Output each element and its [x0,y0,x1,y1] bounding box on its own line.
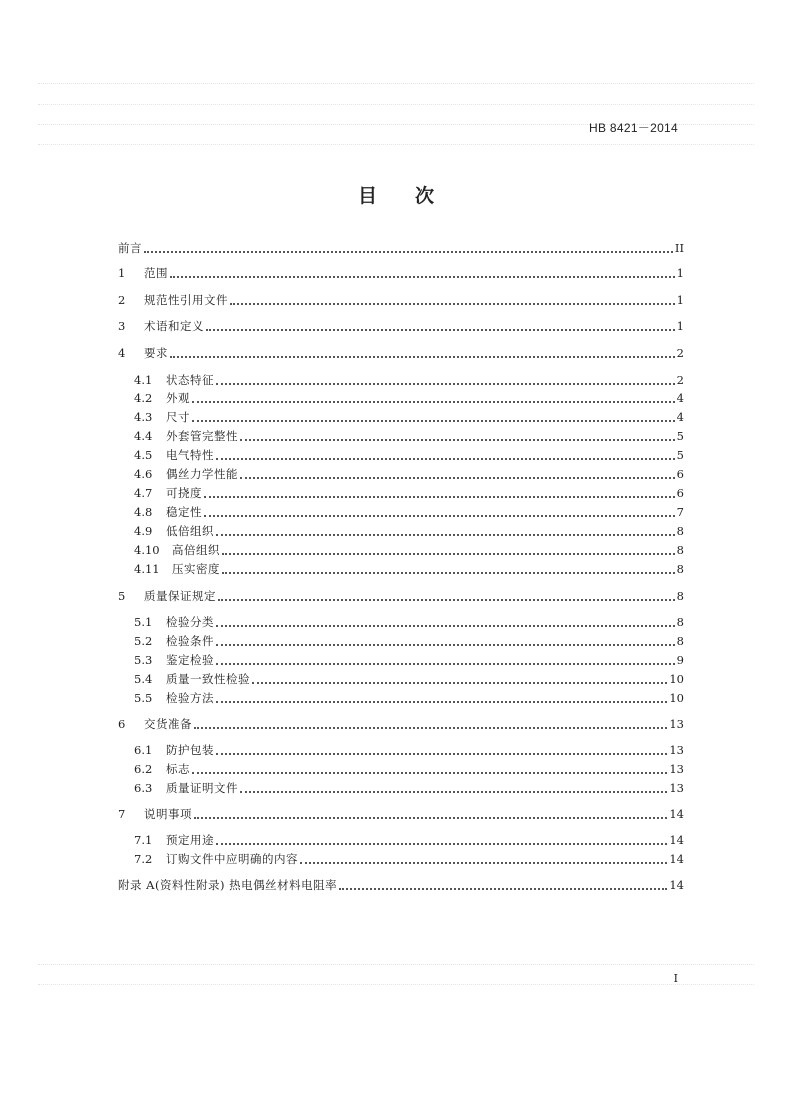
toc-entry-number: 4 [118,346,126,360]
toc-entry-number: 5.3 [134,653,153,667]
toc-entry-page: 13 [669,717,684,731]
toc-entry-number: 5.1 [134,615,153,629]
toc-entry[interactable] [118,587,684,605]
toc-entry-number: 5.2 [134,634,153,648]
scan-line [38,144,754,146]
toc-leader-dots [339,887,667,890]
toc-entry-label: 低倍组织 [166,524,214,538]
toc-entry[interactable] [118,264,684,282]
toc-entry[interactable] [118,344,684,362]
toc-entry-number: 5.5 [134,691,153,705]
toc-entry-page: 14 [669,878,684,892]
toc-entry-page: 8 [676,524,684,538]
toc-leader-dots [204,495,675,498]
scan-line [38,984,754,986]
toc-entry[interactable] [118,503,684,521]
page-number: I [673,972,678,985]
toc-entry-page: 8 [676,543,684,557]
toc-entry-page: 2 [676,373,684,387]
toc-entry-number: 4.2 [134,391,153,405]
toc-entry-page: 1 [676,266,684,280]
toc-leader-dots [216,752,667,755]
toc-entry[interactable] [118,651,684,669]
toc-entry[interactable] [118,427,684,445]
toc-entry-page: 1 [676,319,684,333]
toc-entry-number: 4.7 [134,486,153,500]
toc-entry-page: 8 [676,562,684,576]
toc-entry-number: 4.10 [134,543,160,557]
toc-entry[interactable] [118,389,684,407]
toc-entry-number: 7 [118,807,126,821]
toc-entry[interactable] [118,465,684,483]
toc-entry-label: 前言 [118,241,142,255]
toc-leader-dots [144,250,673,253]
toc-entry[interactable] [118,239,684,257]
toc-entry-page: 8 [676,634,684,648]
toc-entry-number: 6.2 [134,762,153,776]
toc-leader-dots [216,382,675,385]
toc-entry[interactable] [118,632,684,650]
toc-entry-label: 高倍组织 [172,543,220,557]
toc-entry-label: 规范性引用文件 [144,293,228,307]
toc-entry-label: 检验条件 [166,634,214,648]
toc-entry-number: 4.5 [134,448,153,462]
toc-entry-page: 4 [676,391,684,405]
toc-entry[interactable] [118,760,684,778]
toc-entry-page: 8 [676,615,684,629]
toc-entry-label: 术语和定义 [144,319,204,333]
toc-entry-number: 4.1 [134,373,153,387]
toc-entry-number: 4.3 [134,410,153,424]
scan-line [38,104,754,106]
toc-leader-dots [240,476,675,479]
toc-leader-dots [206,328,675,331]
toc-entry-label: 检验分类 [166,615,214,629]
toc-leader-dots [222,571,675,574]
toc-entry-number: 2 [118,293,126,307]
toc-leader-dots [194,726,667,729]
toc-entry[interactable] [118,613,684,631]
toc-entry-label: 外套管完整性 [166,429,238,443]
toc-entry[interactable] [118,779,684,797]
toc-leader-dots [300,861,667,864]
toc-entry[interactable] [118,317,684,335]
toc-leader-dots [204,514,675,517]
toc-entry[interactable] [118,876,684,894]
toc-entry-label: 标志 [166,762,190,776]
toc-entry-number: 6.3 [134,781,153,795]
toc-entry-page: 4 [676,410,684,424]
toc-leader-dots [216,643,675,646]
toc-entry[interactable] [118,446,684,464]
toc-entry-label: 状态特征 [166,373,214,387]
toc-leader-dots [170,275,675,278]
toc-entry-page: 2 [676,346,684,360]
toc-entry-label: 检验方法 [166,691,214,705]
toc-entry[interactable] [118,522,684,540]
toc-leader-dots [240,790,667,793]
toc-entry-page: 14 [669,833,684,847]
toc-entry-label: 偶丝力学性能 [166,467,238,481]
toc-entry-number: 5.4 [134,672,153,686]
toc-entry-label: 压实密度 [172,562,220,576]
toc-entry[interactable] [118,805,684,823]
toc-leader-dots [216,624,675,627]
toc-entry-page: 5 [676,429,684,443]
toc-entry[interactable] [118,371,684,389]
toc-entry-number: 7.1 [134,833,153,847]
toc-entry-label: 可挠度 [166,486,202,500]
toc-entry-number: 4.9 [134,524,153,538]
toc-leader-dots [192,400,675,403]
toc-entry-page: 10 [669,672,684,686]
toc-entry-page: 7 [676,505,684,519]
toc-entry-number: 4.6 [134,467,153,481]
toc-entry-label: 要求 [144,346,168,360]
toc-entry-page: 5 [676,448,684,462]
toc-leader-dots [216,662,675,665]
toc-leader-dots [192,771,667,774]
toc-leader-dots [194,816,667,819]
toc-entry[interactable] [118,541,684,559]
toc-entry-number: 1 [118,266,126,280]
toc-entry-number: 3 [118,319,126,333]
toc-entry-page: II [674,241,684,255]
toc-entry[interactable] [118,689,684,707]
toc-leader-dots [222,552,675,555]
toc-leader-dots [218,598,675,601]
toc-entry-label: 范围 [144,266,168,280]
toc-entry-label: 鉴定检验 [166,653,214,667]
toc-leader-dots [216,842,667,845]
toc-entry-number: 7.2 [134,852,153,866]
toc-entry[interactable] [118,408,684,426]
toc-leader-dots [252,681,667,684]
scan-line [38,83,754,85]
toc-entry-label: 说明事项 [144,807,192,821]
toc-entry-page: 10 [669,691,684,705]
toc-entry-label: 附录 A(资料性附录) 热电偶丝材料电阻率 [118,878,338,892]
toc-leader-dots [216,533,675,536]
toc-entry-number: 5 [118,589,126,603]
toc-entry-page: 6 [676,467,684,481]
toc-entry[interactable] [118,291,684,309]
toc-entry-label: 质量保证规定 [144,589,216,603]
scan-line [38,964,754,966]
toc-entry-number: 6 [118,717,126,731]
toc-entry[interactable] [118,831,684,849]
toc-entry-page: 8 [676,589,684,603]
toc-entry-number: 4.4 [134,429,153,443]
toc-entry-label: 质量一致性检验 [166,672,250,686]
toc-entry[interactable] [118,484,684,502]
toc-entry-label: 交货准备 [144,717,192,731]
toc-entry[interactable] [118,741,684,759]
toc-entry-page: 13 [669,743,684,757]
toc-entry-page: 14 [669,807,684,821]
toc-entry-label: 外观 [166,391,190,405]
document-code: HB 8421－2014 [589,121,678,135]
toc-entry-label: 稳定性 [166,505,202,519]
toc-leader-dots [170,355,675,358]
toc-entry-number: 4.11 [134,562,160,576]
toc-entry[interactable] [118,715,684,733]
toc-leader-dots [216,457,675,460]
toc-leader-dots [240,438,675,441]
toc-entry[interactable] [118,670,684,688]
toc-entry-label: 尺寸 [166,410,190,424]
toc-leader-dots [230,302,675,305]
toc-entry-page: 13 [669,781,684,795]
toc-entry-page: 1 [676,293,684,307]
toc-entry-label: 电气特性 [166,448,214,462]
toc-entry-page: 14 [669,852,684,866]
toc-entry-label: 预定用途 [166,833,214,847]
toc-entry-label: 质量证明文件 [166,781,238,795]
toc-entry-label: 订购文件中应明确的内容 [166,852,298,866]
toc-leader-dots [192,419,675,422]
toc-entry-number: 6.1 [134,743,153,757]
toc-entry-page: 13 [669,762,684,776]
toc-entry-number: 4.8 [134,505,153,519]
page-title: 目次 [357,185,472,207]
toc-leader-dots [216,700,667,703]
toc-entry-page: 9 [676,653,684,667]
toc-entry-label: 防护包装 [166,743,214,757]
toc-entry[interactable] [118,560,684,578]
toc-entry-page: 6 [676,486,684,500]
toc-entry[interactable] [118,850,684,868]
